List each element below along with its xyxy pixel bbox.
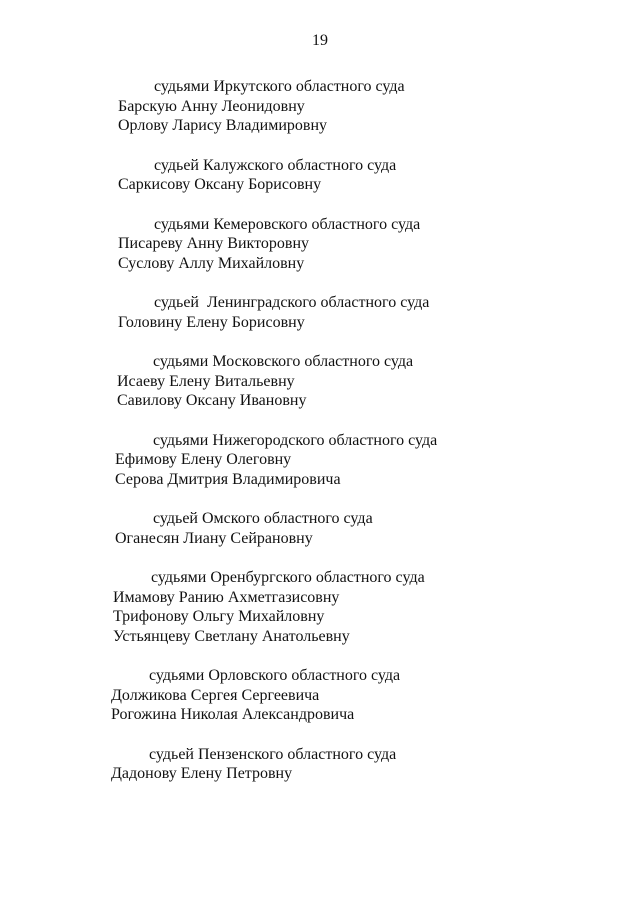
judge-name: Орлову Ларису Владимировну	[118, 117, 328, 134]
judge-name: Рогожина Николая Александровича	[111, 706, 355, 723]
court-block	[0, 509, 640, 548]
judge-name: Дадонову Елену Петровну	[111, 765, 293, 782]
court-block	[0, 745, 640, 784]
court-heading: судьей Омского областного суда	[153, 510, 373, 527]
judge-name: Саркисову Оксану Борисовну	[118, 176, 322, 193]
judge-name: Исаеву Елену Витальевну	[117, 372, 295, 390]
judge-name: Ефимову Елену Олеговну	[115, 451, 292, 468]
court-block	[0, 666, 640, 725]
court-block	[0, 156, 640, 195]
court-heading: судьями Нижегородского областного суда	[153, 431, 438, 449]
judge-name: Устьянцеву Светлану Анатольевну	[113, 627, 350, 645]
judge-name: Головину Елену Борисовну	[118, 313, 305, 331]
court-heading: судьей Ленинградского областного суда	[154, 294, 430, 311]
judge-name: Серова Дмитрия Владимировича	[115, 470, 341, 488]
judge-name: Имамову Ранию Ахметгазисовну	[113, 588, 340, 606]
court-block	[0, 215, 640, 274]
page-number: 19	[312, 32, 328, 49]
judge-name: Оганесян Лиану Сейрановну	[115, 529, 313, 547]
judge-name: Должикова Сергея Сергеевича	[111, 686, 320, 704]
court-block	[0, 352, 640, 411]
court-block	[0, 77, 640, 136]
appointment-list	[0, 77, 640, 804]
judge-name: Трифонову Ольгу Михайловну	[113, 608, 325, 625]
court-heading: судьями Московского областного суда	[153, 353, 414, 370]
court-heading: судьей Пензенского областного суда	[149, 745, 397, 763]
court-heading: судьями Кемеровского областного суда	[154, 215, 421, 233]
court-heading: судьями Орловского областного суда	[149, 667, 401, 684]
court-block	[0, 293, 640, 332]
court-block	[0, 431, 640, 490]
judge-name: Савилову Оксану Ивановну	[117, 392, 307, 409]
court-heading: судьями Иркутского областного суда	[154, 78, 405, 95]
court-heading: судьей Калужского областного суда	[154, 156, 397, 174]
judge-name: Суслову Аллу Михайловну	[118, 254, 305, 272]
judge-name: Писареву Анну Викторовну	[118, 235, 309, 252]
court-heading: судьями Оренбургского областного суда	[151, 569, 425, 586]
court-block	[0, 568, 640, 646]
judge-name: Барскую Анну Леонидовну	[118, 97, 305, 115]
